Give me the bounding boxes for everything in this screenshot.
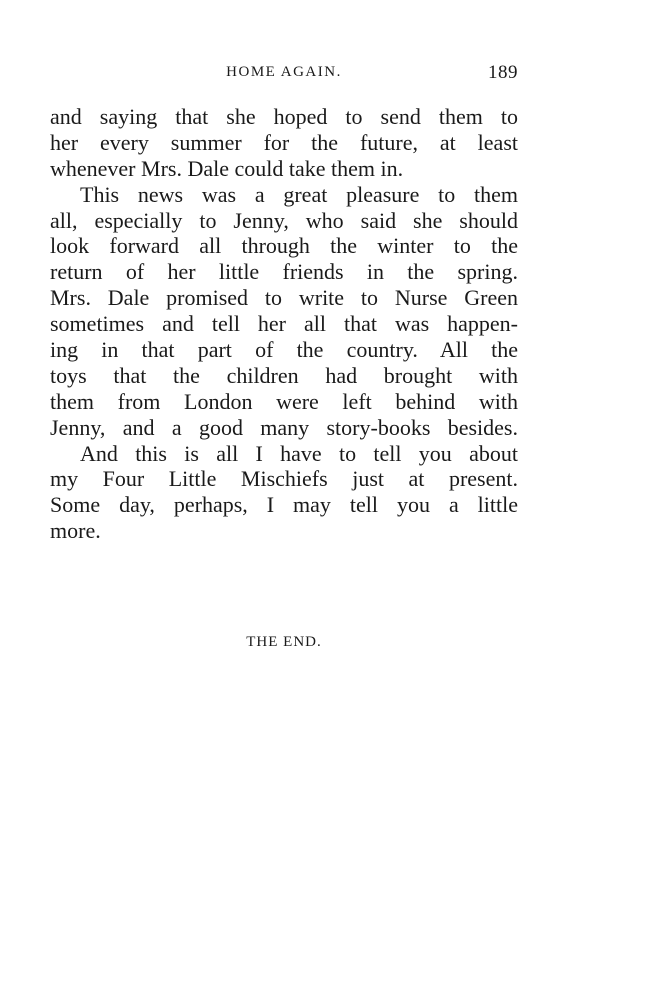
text-line: And this is all I have to tell you about [80, 440, 518, 466]
text-line: toys that the children had brought with [50, 362, 518, 388]
text-line: Some day, perhaps, I may tell you a little [50, 492, 518, 518]
page-number: 189 [488, 62, 518, 83]
text-line: sometimes and tell her all that was happen- [50, 311, 518, 337]
text-line: look forward all through the winter to the [50, 233, 518, 259]
running-head [50, 62, 518, 86]
text-line: all, especially to Jenny, who said she should [50, 207, 518, 233]
text-line: This news was a great pleasure to them [80, 181, 518, 207]
the-end-label: THE END. [246, 634, 322, 650]
text-line: Jenny, and a good many story-books besides. [50, 414, 518, 440]
text-line: return of her little friends in the spring. [50, 259, 518, 285]
running-title: HOME AGAIN. [226, 64, 342, 80]
text-line: her every summer for the future, at least [50, 129, 518, 155]
text-line: more. [50, 518, 101, 544]
text-line: Mrs. Dale promised to write to Nurse Green [50, 285, 518, 311]
text-line: and saying that she hoped to send them to [50, 104, 518, 129]
body-text [50, 104, 518, 544]
text-line: my Four Little Mischiefs just at present. [50, 466, 518, 492]
text-line: ing in that part of the country. All the [50, 337, 518, 363]
text-line: them from London were left behind with [50, 388, 518, 414]
text-line: whenever Mrs. Dale could take them in. [50, 155, 404, 181]
